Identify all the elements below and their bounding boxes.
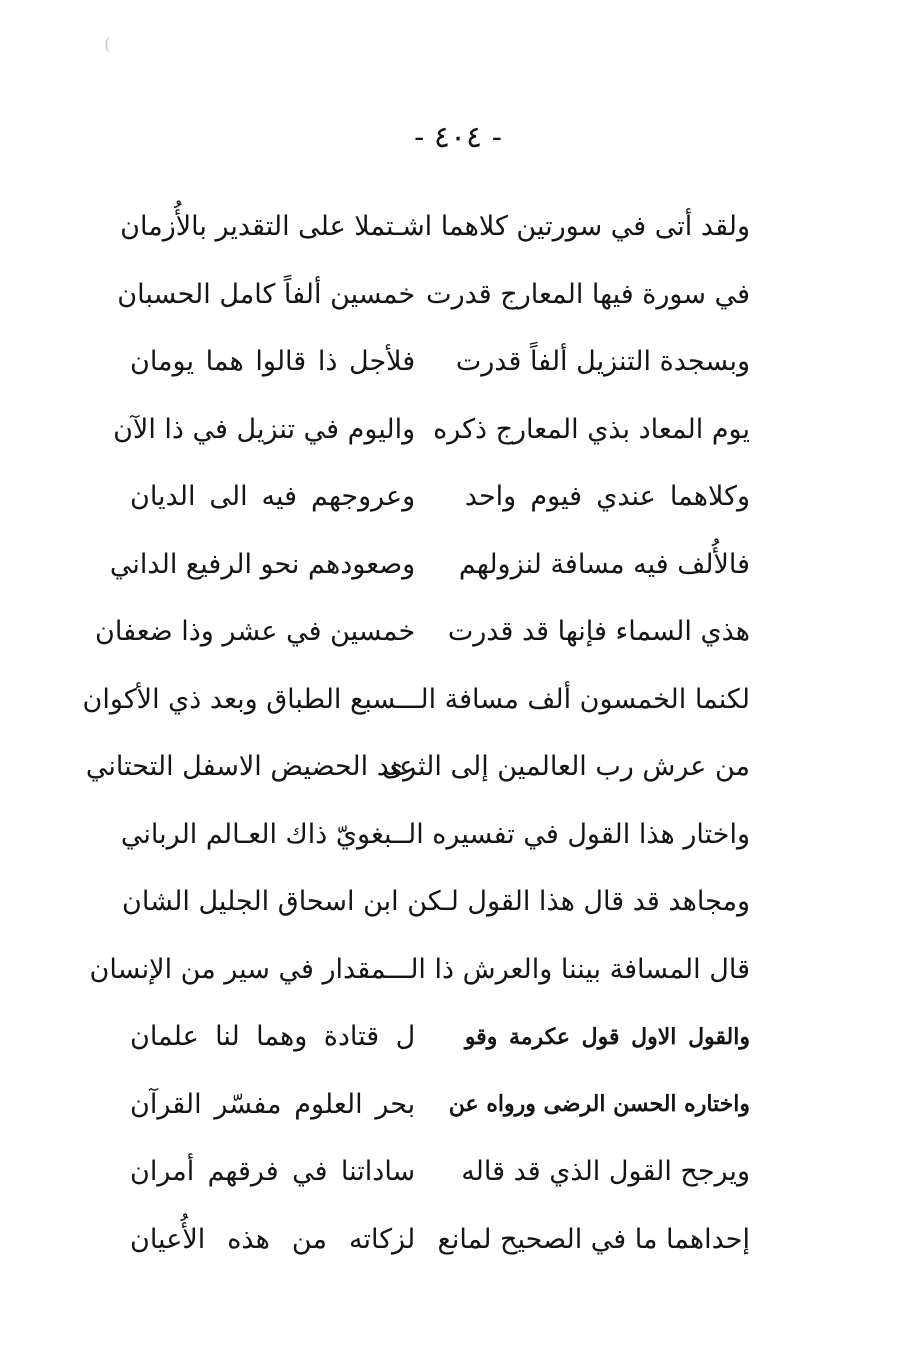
verse-second-hemistich: ساداتنا في فرقهم أمران [130, 1156, 416, 1188]
verse-second-hemistich: خمسين ألفاً كامل الحسبان [117, 278, 416, 310]
verse-text: لكنما الخمسون ألف مسافة الـــسبع الطباق وبعد ذي الأكوان [82, 683, 750, 715]
verse-first-hemistich: إحداهما ما في الصحيح لمانع [437, 1223, 750, 1255]
verse-first-hemistich: من عرش رب العالمين إلى الثرى [381, 751, 750, 783]
verse-first-hemistich: يوم المعاد بذي المعارج ذكره [433, 413, 750, 445]
verse-first-hemistich: في سورة فيها المعارج قدرت [426, 278, 750, 310]
verse-line [89, 936, 750, 1004]
verse-line [130, 1003, 750, 1071]
verse-line [113, 396, 750, 464]
verse-first-hemistich: ويرجح القول الذي قد قاله [461, 1156, 750, 1188]
verse-second-hemistich: واليوم في تنزيل في ذا الآن [113, 413, 416, 445]
verse-line [82, 666, 750, 734]
verse-second-hemistich: وصعودهم نحو الرفيع الداني [109, 548, 416, 580]
verse-second-hemistich: بحر العلوم مفسّر القرآن [130, 1088, 416, 1120]
verse-line [95, 598, 750, 666]
verse-first-hemistich: فالأُلف فيه مسافة لنزولهم [458, 548, 750, 580]
page-number: - ٤٠٤ - [414, 120, 502, 155]
verse-first-hemistich: واختاره الحسن الرضى ورواه عن [448, 1091, 750, 1118]
verse-line [130, 328, 750, 396]
verse-second-hemistich: عند الحضيض الاسفل التحتاني [85, 751, 416, 783]
margin-mark: ( [104, 34, 112, 55]
verse-text: واختار هذا القول في تفسيره الــبغويّ ذاك العـالم الرباني [120, 818, 750, 850]
verse-line [109, 531, 750, 599]
verse-second-hemistich: لزكاته من هذه الأُعيان [130, 1223, 416, 1255]
verse-first-hemistich: والقول الاول قول عكرمة وقو [464, 1023, 750, 1050]
verse-text: ومجاهد قد قال هذا القول لـكن ابن اسحاق الجليل الشان [122, 886, 750, 918]
verse-text: قال المسافة بيننا والعرش ذا الـــمقدار في سير من الإنسان [89, 953, 750, 985]
verse-first-hemistich: هذي السماء فإنها قد قدرت [447, 616, 750, 648]
verse-line [85, 733, 750, 801]
verse-first-hemistich: وبسجدة التنزيل ألفاً قدرت [455, 346, 750, 378]
verse-line [120, 193, 750, 261]
verse-line [130, 1206, 750, 1274]
verse-line [130, 463, 750, 531]
verse-second-hemistich: خمسين في عشر وذا ضعفان [95, 616, 416, 648]
poem [82, 193, 750, 1273]
verse-first-hemistich: وكلاهما عندي فيوم واحد [464, 481, 750, 513]
verse-second-hemistich: وعروجهم فيه الى الديان [130, 481, 416, 513]
verse-line [117, 261, 750, 329]
verse-line [120, 801, 750, 869]
verse-line [122, 868, 750, 936]
verse-text: ولقد أتى في سورتين كلاهما اشـتملا على التقدير بالأُزمان [120, 211, 750, 243]
verse-line [130, 1138, 750, 1206]
verse-second-hemistich: ل قتادة وهما لنا علمان [130, 1021, 416, 1053]
verse-line [130, 1071, 750, 1139]
verse-second-hemistich: فلأجل ذا قالوا هما يومان [130, 346, 416, 378]
